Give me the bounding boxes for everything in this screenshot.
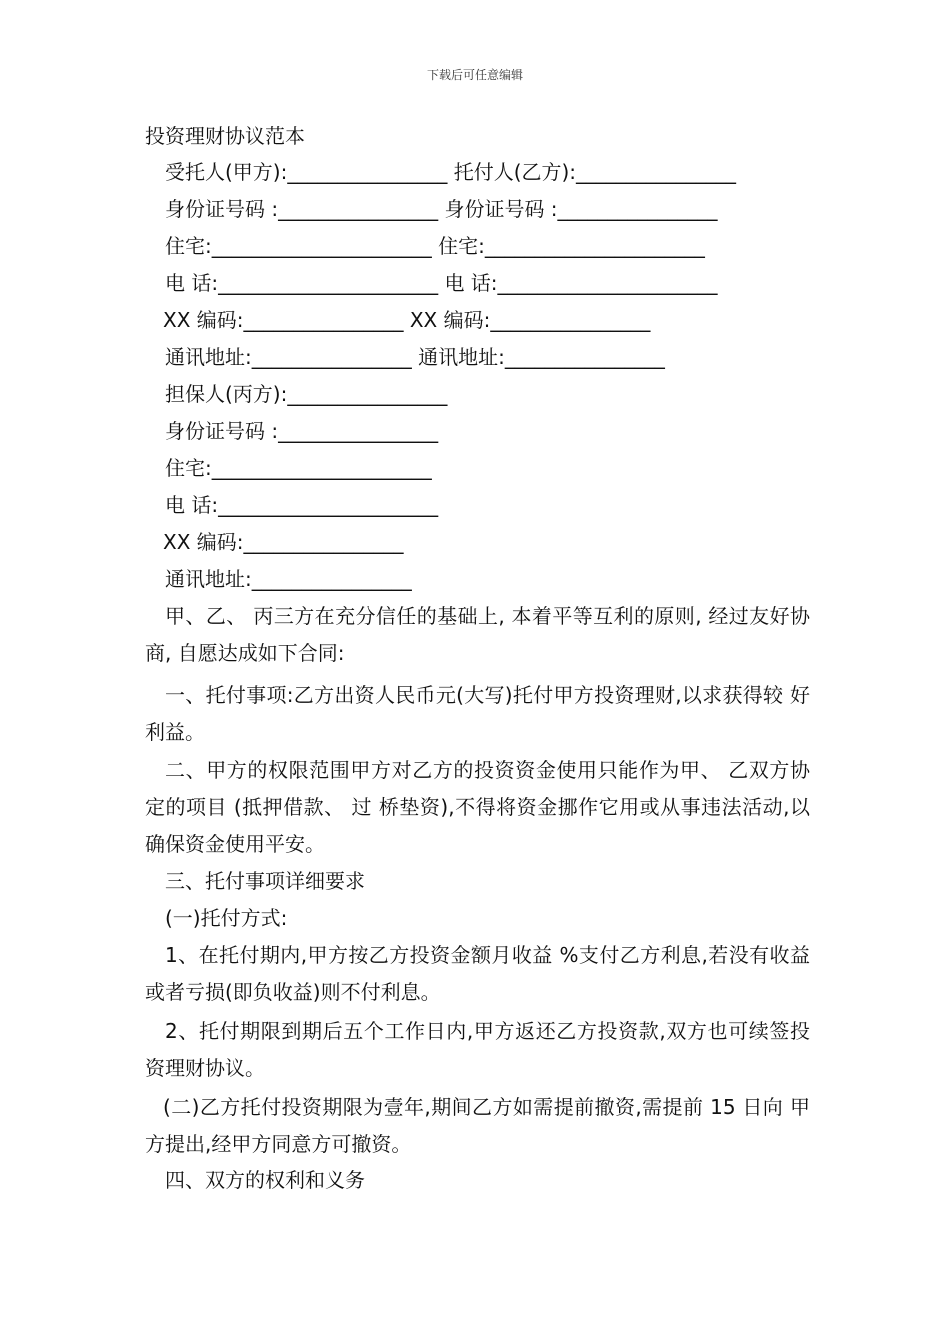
field-line: 身份证号码 :________________ bbox=[165, 419, 439, 443]
field-line: 身份证号码 :________________ 身份证号码 :________________ bbox=[165, 197, 718, 221]
paragraph: 1、在托付期内,甲方按乙方投资金额月收益 %支付乙方利息,若没有收益 或者亏损(即负收益)则不付利息。 bbox=[145, 943, 810, 1004]
paragraph: 二、甲方的权限范围甲方对乙方的投资资金使用只能作为甲、 乙双方协定的项目 (抵押借款、 过 桥垫资),不得将资金挪作它用或从事违法活动,以确保资金使用平安。 bbox=[145, 758, 810, 856]
paragraph: 甲、乙、 丙三方在充分信任的基础上, 本着平等互利的原则, 经过友好协商, 自愿达成如下合同: bbox=[145, 604, 810, 665]
field-line: 通讯地址:________________ bbox=[165, 567, 412, 591]
field-line: 担保人(丙方):________________ bbox=[165, 382, 448, 406]
field-line: 受托人(甲方):________________ 托付人(乙方):________________ bbox=[165, 160, 737, 184]
document-title: 投资理财协议范本 bbox=[145, 124, 305, 148]
field-line: XX 编码:________________ bbox=[163, 530, 404, 554]
page-header: 下载后可任意编辑 bbox=[426, 68, 523, 82]
field-line: XX 编码:________________ XX 编码:________________ bbox=[163, 308, 651, 332]
section-heading: 四、双方的权利和义务 bbox=[165, 1168, 365, 1192]
paragraph: 2、托付期限到期后五个工作日内,甲方返还乙方投资款,双方也可续签投 资理财协议。 bbox=[145, 1019, 810, 1080]
section-heading: 三、托付事项详细要求 bbox=[165, 869, 365, 893]
field-line: 电 话:______________________ bbox=[165, 493, 439, 517]
field-line: 住宅:______________________ 住宅:______________________ bbox=[165, 234, 705, 258]
subsection-heading: (一)托付方式: bbox=[165, 906, 288, 930]
field-line: 通讯地址:________________ 通讯地址:________________ bbox=[165, 345, 665, 369]
field-line: 电 话:______________________ 电 话:______________________ bbox=[165, 271, 718, 295]
field-line: 住宅:______________________ bbox=[165, 456, 432, 480]
paragraph: (二)乙方托付投资期限为壹年,期间乙方如需提前撤资,需提前 15 日向 甲方提出,经甲方同意方可撤资。 bbox=[145, 1095, 810, 1156]
paragraph: 一、托付事项:乙方出资人民币元(大写)托付甲方投资理财,以求获得较 好利益。 bbox=[145, 683, 810, 744]
